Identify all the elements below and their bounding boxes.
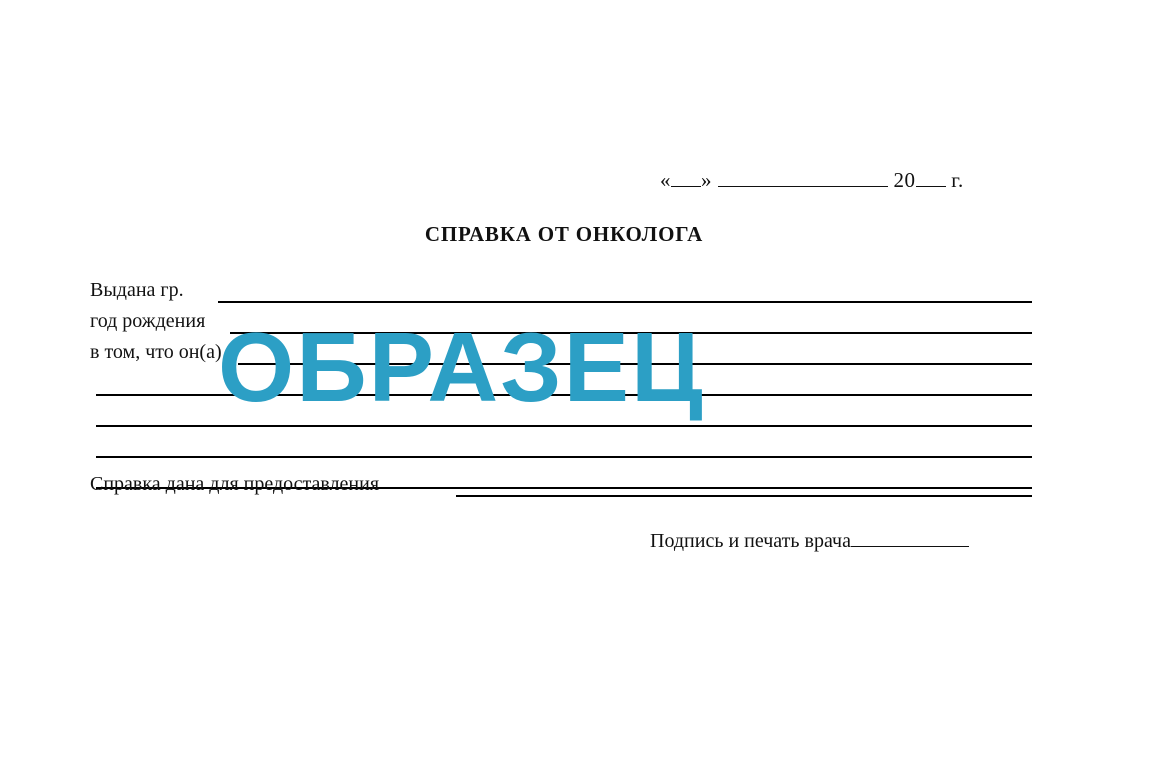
label-birth-year: год рождения [90, 310, 206, 332]
label-issued-to: Выдана гр. [90, 279, 184, 301]
quote-open: « [660, 168, 671, 192]
page-title: СПРАВКА ОТ ОНКОЛОГА [424, 222, 704, 246]
form-row-given-for [90, 472, 1032, 502]
label-given-for: Справка дана для предоставления [90, 473, 380, 495]
label-signature: Подпись и печать врача [650, 530, 851, 552]
year-prefix: 20 [893, 168, 916, 192]
form-row-blank-3 [90, 433, 1032, 464]
blank-line [96, 425, 1032, 427]
day-blank [671, 171, 701, 187]
blank-line [218, 301, 1032, 303]
blank-line [456, 495, 1032, 497]
year-suffix: г. [951, 168, 964, 192]
label-statement: в том, что он(а) [90, 341, 222, 363]
signature-blank [851, 531, 969, 547]
month-blank [718, 171, 888, 187]
date-line [660, 168, 1060, 193]
signature-line [650, 530, 1032, 553]
form-row-issued-to [90, 278, 1032, 309]
sample-watermark: ОБРАЗЕЦ [218, 312, 705, 422]
blank-line [96, 456, 1032, 458]
quote-close: » [701, 168, 712, 192]
year-blank [916, 171, 946, 187]
